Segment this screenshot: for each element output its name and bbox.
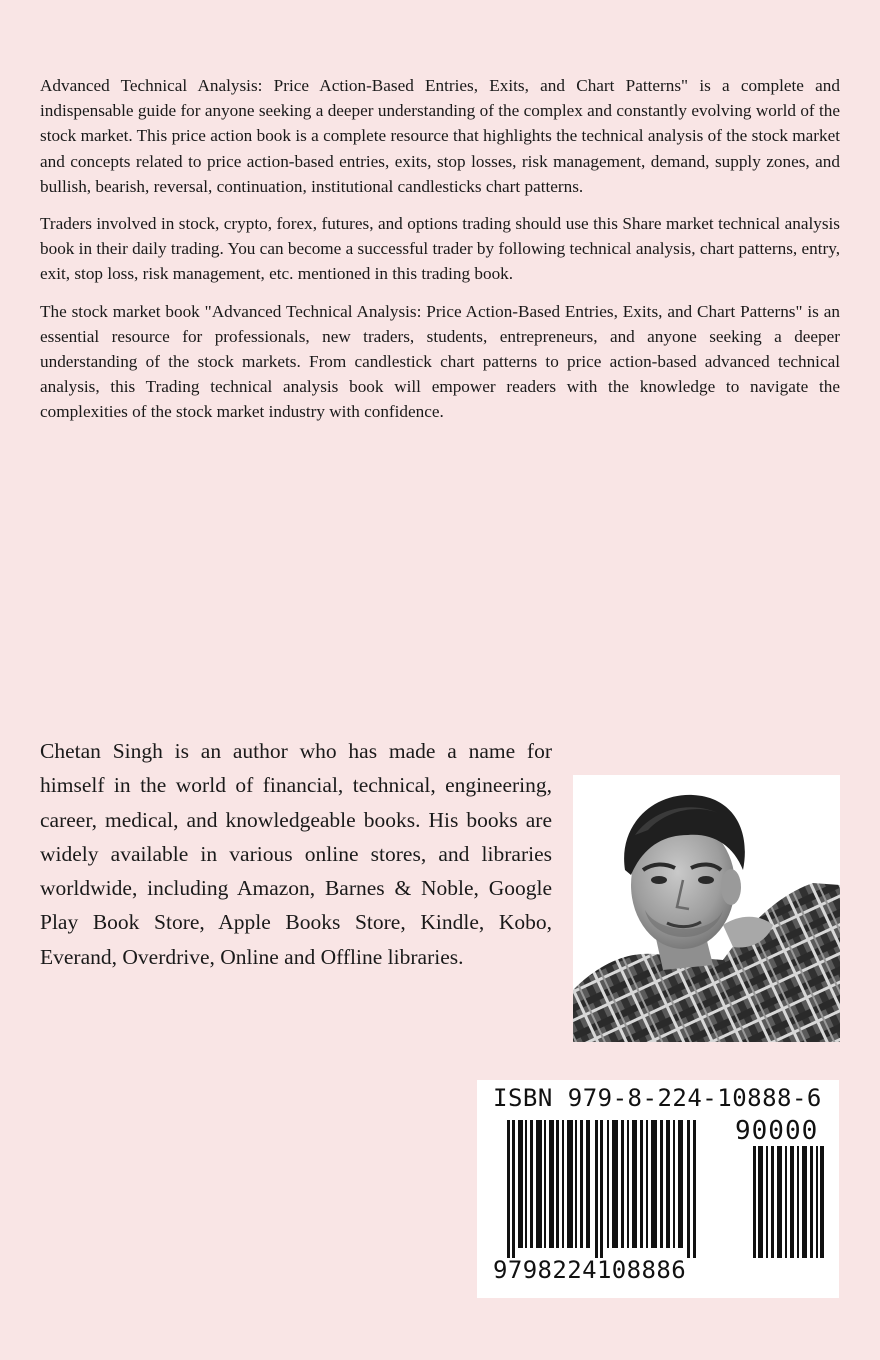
- price-addon-bars: [753, 1146, 825, 1258]
- author-photo: [573, 775, 840, 1042]
- book-description: [40, 73, 840, 437]
- isbn-barcode: [477, 1080, 839, 1298]
- description-paragraph-2: Traders involved in stock, crypto, forex, futures, and options trading should use this Share market technical analysis book in their daily trading. You can become a successful trader by following technical analysis, chart patterns, entry, exit, stop loss, risk management, etc. mentioned in this trading book.: [40, 214, 840, 284]
- isbn-label: ISBN 979-8-224-10888-6: [493, 1084, 822, 1112]
- description-paragraph-1: Advanced Technical Analysis: Price Action-Based Entries, Exits, and Chart Patterns" is a complete and indispensable guide for anyone seeking a deeper understanding of the complex and constantly evolving world of the stock market. This price action book is a complete resource that highlights the technical analysis of the stock market and concepts related to price action-based entries, exits, stop losses, risk management, demand, supply zones, and bullish, bearish, reversal, continuation, institutional candlesticks chart patterns.: [40, 76, 840, 196]
- price-code: 90000: [735, 1116, 819, 1146]
- ean13-bars: [507, 1120, 697, 1258]
- ean-digits: 9798224108886: [493, 1256, 687, 1284]
- author-bio: Chetan Singh is an author who has made a name for himself in the world of financial, technical, engineering, career, medical, and knowledgeable books. His books are widely available in various online stores, and libraries worldwide, including Amazon, Barnes & Noble, Google Play Book Store, Apple Books Store, Kindle, Kobo, Everand, Overdrive, Online and Offline libraries.: [40, 739, 552, 969]
- description-paragraph-3: The stock market book "Advanced Technical Analysis: Price Action-Based Entries, Exits, and Chart Patterns" is an essential resource for professionals, new traders, students, entrepreneurs, and anyone seeking a deeper understanding of the stock markets. From candlestick chart patterns to price action-based advanced technical analysis, this Trading technical analysis book will empower readers with the knowledge to navigate the complexities of the stock market industry with confidence.: [40, 301, 840, 422]
- author-portrait-image: [573, 775, 840, 1042]
